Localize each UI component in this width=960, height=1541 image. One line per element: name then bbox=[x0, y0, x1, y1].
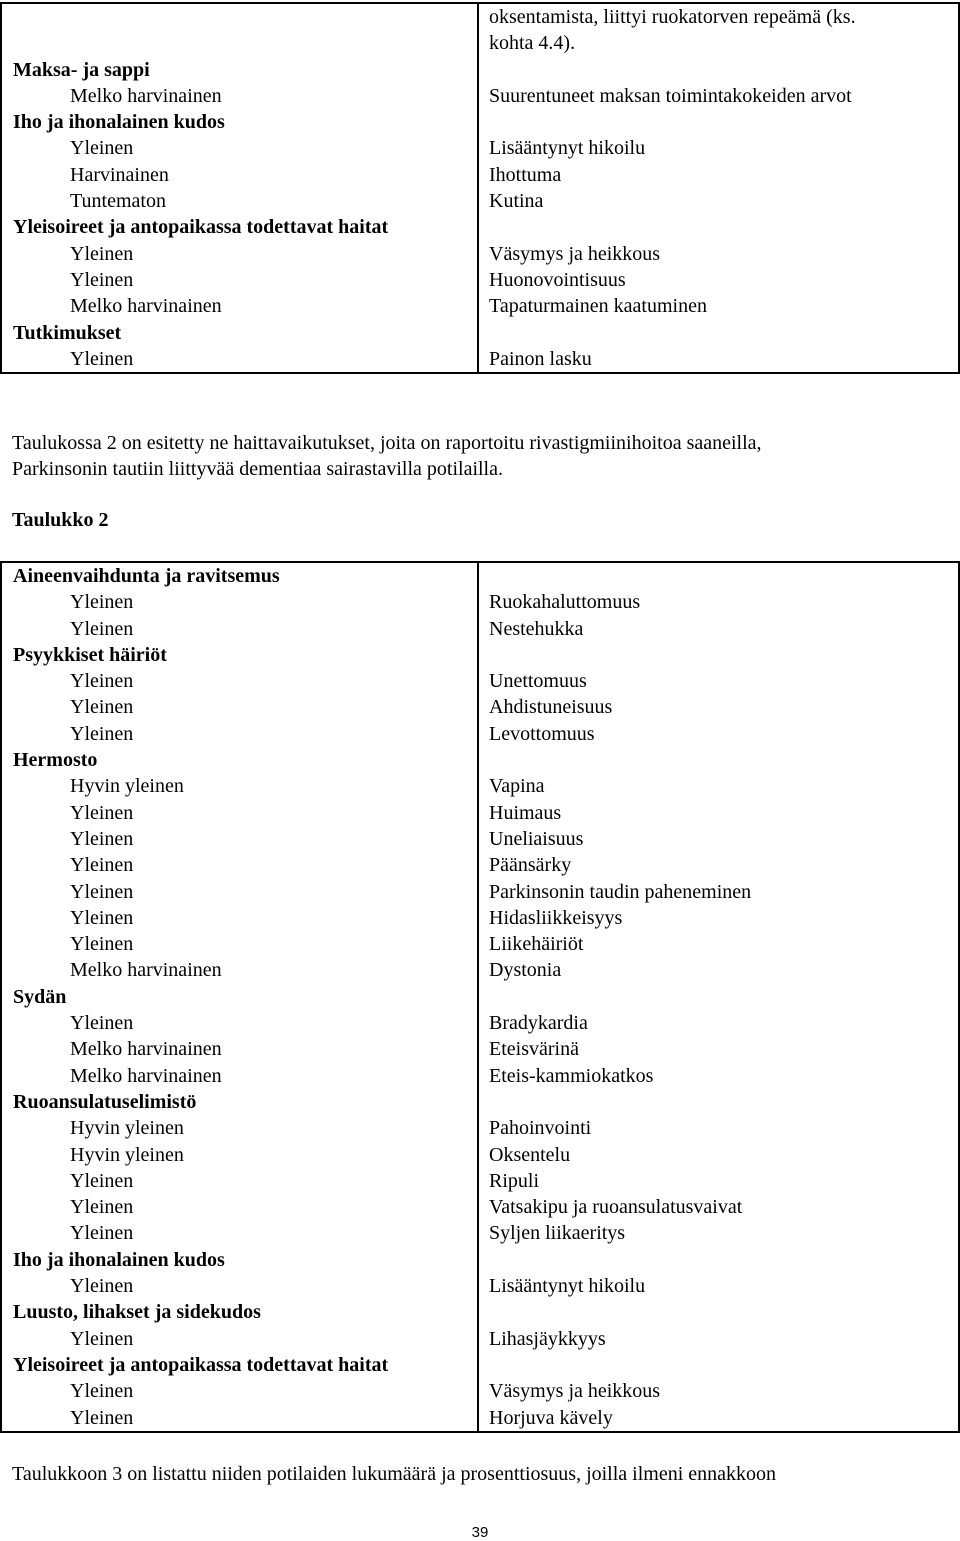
category-header: Iho ja ihonalainen kudos bbox=[13, 111, 225, 134]
category-header: Sydän bbox=[13, 985, 67, 1008]
table1-left-column bbox=[1, 3, 478, 373]
frequency-label: Yleinen bbox=[70, 1327, 134, 1350]
table-caption: Taulukko 2 bbox=[12, 509, 109, 531]
adverse-effect-label: Päänsärky bbox=[489, 854, 572, 877]
adverse-effect-label: Väsymys ja heikkous bbox=[489, 242, 661, 265]
frequency-label: Yleinen bbox=[70, 670, 134, 693]
frequency-label: Yleinen bbox=[70, 854, 134, 877]
frequency-label: Yleinen bbox=[70, 347, 134, 370]
adverse-effect-label: Pahoinvointi bbox=[489, 1117, 592, 1140]
adverse-effect-label bbox=[489, 747, 947, 773]
table2-left-column bbox=[1, 562, 478, 1432]
adverse-effect-label: Tapaturmainen kaatuminen bbox=[489, 295, 707, 318]
frequency-label: Yleinen bbox=[70, 906, 134, 929]
adverse-effect-label bbox=[489, 1247, 947, 1273]
category-header: Yleisoireet ja antopaikassa todettavat haitat bbox=[13, 216, 389, 239]
frequency-label: Yleinen bbox=[70, 1222, 134, 1245]
adverse-effect-label: Nestehukka bbox=[489, 617, 584, 640]
frequency-label: Yleinen bbox=[70, 1406, 134, 1429]
category-header: Iho ja ihonalainen kudos bbox=[13, 1248, 225, 1271]
adverse-effect-label: Lihasjäykkyys bbox=[489, 1327, 606, 1350]
adverse-effect-label bbox=[489, 1352, 947, 1378]
adverse-effect-label bbox=[489, 563, 947, 589]
adverse-effect-label: Ripuli bbox=[489, 1169, 540, 1192]
adverse-effect-label: Vatsakipu ja ruoansulatusvaivat bbox=[489, 1196, 743, 1219]
adverse-effect-label: Parkinsonin taudin paheneminen bbox=[489, 880, 752, 903]
frequency-label: Tuntematon bbox=[70, 190, 166, 213]
paragraph-line: Taulukossa 2 on esitetty ne haittavaikutukset, joita on raportoitu rivastigmiinihoitoa saaneilla, bbox=[12, 432, 762, 454]
frequency-label: Yleinen bbox=[70, 268, 134, 291]
adverse-effect-label: Levottomuus bbox=[489, 722, 595, 745]
category-header: Aineenvaihdunta ja ravitsemus bbox=[13, 565, 280, 587]
continued-text-line: kohta 4.4). bbox=[489, 32, 576, 55]
adverse-effect-label bbox=[489, 320, 947, 346]
adverse-effect-label: Painon lasku bbox=[489, 347, 592, 370]
category-header: Yleisoireet ja antopaikassa todettavat haitat bbox=[13, 1353, 389, 1376]
adverse-effect-label: Vapina bbox=[489, 775, 545, 798]
frequency-label: Yleinen bbox=[70, 1275, 134, 1298]
category-header: Ruoansulatuselimistö bbox=[13, 1090, 197, 1113]
adverse-effect-label: Lisääntynyt hikoilu bbox=[489, 137, 646, 160]
frequency-label: Yleinen bbox=[70, 242, 134, 265]
adverse-effect-label bbox=[489, 1299, 947, 1325]
frequency-label: Yleinen bbox=[70, 1012, 134, 1035]
frequency-label: Melko harvinainen bbox=[70, 959, 222, 982]
frequency-label bbox=[13, 4, 466, 30]
intro-paragraph bbox=[12, 430, 762, 482]
adverse-effect-label: Ihottuma bbox=[489, 163, 562, 186]
table1-right-column bbox=[478, 3, 959, 373]
adverse-effect-label bbox=[489, 109, 947, 135]
frequency-label: Melko harvinainen bbox=[70, 1038, 222, 1061]
adverse-effect-label bbox=[489, 214, 947, 240]
adverse-effect-label: Unettomuus bbox=[489, 670, 587, 693]
adverse-effect-label bbox=[489, 642, 947, 668]
frequency-label bbox=[13, 30, 466, 56]
frequency-label: Yleinen bbox=[70, 801, 134, 824]
frequency-label: Yleinen bbox=[70, 617, 134, 640]
adverse-effects-table-2 bbox=[0, 561, 960, 1433]
frequency-label: Melko harvinainen bbox=[70, 295, 222, 318]
frequency-label: Yleinen bbox=[70, 696, 134, 719]
category-header: Hermosto bbox=[13, 749, 98, 772]
frequency-label: Yleinen bbox=[70, 933, 134, 956]
frequency-label: Hyvin yleinen bbox=[70, 1117, 184, 1140]
frequency-label: Hyvin yleinen bbox=[70, 775, 184, 798]
frequency-label: Yleinen bbox=[70, 1169, 134, 1192]
adverse-effect-label: Syljen liikaeritys bbox=[489, 1222, 626, 1245]
adverse-effects-table-1 bbox=[0, 2, 960, 374]
adverse-effect-label: Liikehäiriöt bbox=[489, 933, 584, 956]
adverse-effect-label: Dystonia bbox=[489, 959, 562, 982]
adverse-effect-label bbox=[489, 984, 947, 1010]
footer-paragraph: Taulukkoon 3 on listattu niiden potilaiden lukumäärä ja prosenttiosuus, joilla ilmeni ennakkoon bbox=[12, 1463, 777, 1485]
paragraph-line: Parkinsonin tautiin liittyvää dementiaa sairastavilla potilailla. bbox=[12, 458, 503, 480]
frequency-label: Hyvin yleinen bbox=[70, 1143, 184, 1166]
adverse-effect-label: Eteisvärinä bbox=[489, 1038, 579, 1061]
adverse-effect-label: Väsymys ja heikkous bbox=[489, 1380, 661, 1403]
frequency-label: Yleinen bbox=[70, 827, 134, 850]
adverse-effect-label: Huonovointisuus bbox=[489, 268, 626, 291]
category-header: Maksa- ja sappi bbox=[13, 58, 150, 81]
category-header: Tutkimukset bbox=[13, 321, 122, 344]
table2-right-column bbox=[478, 562, 959, 1432]
category-header: Psyykkiset häiriöt bbox=[13, 643, 167, 666]
frequency-label: Yleinen bbox=[70, 880, 134, 903]
frequency-label: Yleinen bbox=[70, 722, 134, 745]
adverse-effect-label: Hidasliikkeisyys bbox=[489, 906, 623, 929]
frequency-label: Yleinen bbox=[70, 137, 134, 160]
frequency-label: Harvinainen bbox=[70, 163, 169, 186]
adverse-effect-label: Bradykardia bbox=[489, 1012, 588, 1035]
adverse-effect-label: Huimaus bbox=[489, 801, 562, 824]
adverse-effect-label: Eteis-kammiokatkos bbox=[489, 1064, 654, 1087]
adverse-effect-label: Oksentelu bbox=[489, 1143, 571, 1166]
adverse-effect-label bbox=[489, 57, 947, 83]
adverse-effect-label: Ahdistuneisuus bbox=[489, 696, 613, 719]
frequency-label: Melko harvinainen bbox=[70, 1064, 222, 1087]
category-header: Luusto, lihakset ja sidekudos bbox=[13, 1301, 261, 1324]
page-number: 39 bbox=[471, 1524, 489, 1541]
frequency-label: Yleinen bbox=[70, 1196, 134, 1219]
continued-text-line: oksentamista, liittyi ruokatorven repeämä (ks. bbox=[489, 6, 856, 28]
adverse-effect-label: Ruokahaluttomuus bbox=[489, 591, 641, 614]
adverse-effect-label: Kutina bbox=[489, 190, 544, 213]
adverse-effect-label: Uneliaisuus bbox=[489, 827, 584, 850]
adverse-effect-label bbox=[489, 1089, 947, 1115]
frequency-label: Yleinen bbox=[70, 1380, 134, 1403]
adverse-effect-label: Lisääntynyt hikoilu bbox=[489, 1275, 646, 1298]
frequency-label: Melko harvinainen bbox=[70, 84, 222, 107]
adverse-effect-label: Horjuva kävely bbox=[489, 1406, 613, 1429]
frequency-label: Yleinen bbox=[70, 591, 134, 614]
adverse-effect-label: Suurentuneet maksan toimintakokeiden arvot bbox=[489, 84, 852, 107]
